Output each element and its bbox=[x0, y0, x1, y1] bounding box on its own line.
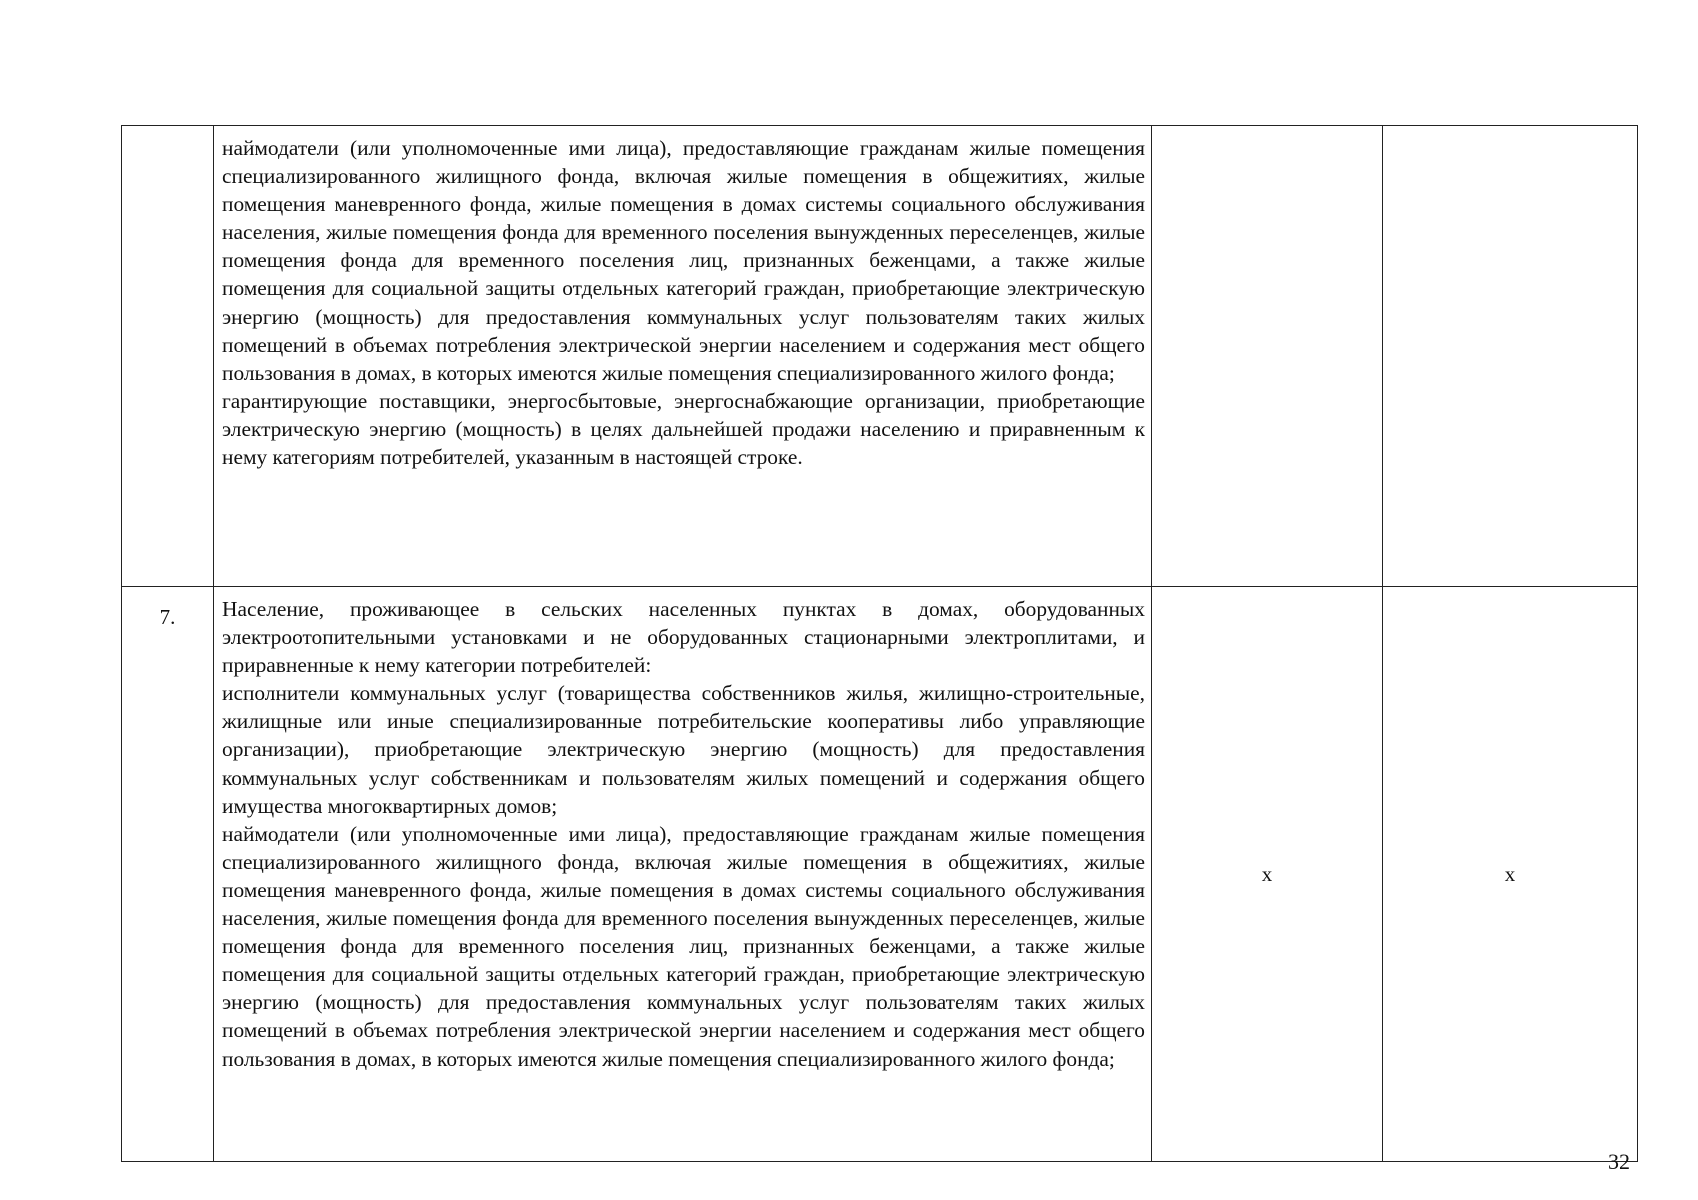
table-row bbox=[122, 587, 1638, 1162]
row-number-cell: 7. bbox=[122, 587, 214, 1162]
row-description-cell bbox=[214, 587, 1152, 1162]
description-paragraph: гарантирующие поставщики, энергосбытовые, энергоснабжающие организации, приобретающие электрическую энергию (мощность) в целях дальнейшей продажи населению и приравненным к нему категориям потребителей, указанным в настоящей строке. bbox=[222, 388, 1145, 470]
description-paragraph: Население, проживающее в сельских населенных пунктах в домах, оборудованных электроотопительными установками и не оборудованных стационарными электроплитами, и приравненные к нему категории потребителей: bbox=[222, 597, 1145, 678]
tariff-table bbox=[121, 125, 1638, 1162]
value-cell-b bbox=[1383, 126, 1638, 587]
value-cell-b: х bbox=[1383, 587, 1638, 1162]
value-cell-a: х bbox=[1152, 587, 1383, 1162]
row-description-cell bbox=[214, 126, 1152, 587]
description-paragraph: исполнители коммунальных услуг (товарищества собственников жилья, жилищно-строительные, жилищные или иные специализированные потребительские кооперативы либо управляющие организации), приобретающие электрическую энергию (мощность) для предоставления коммунальных услуг собственникам и пользователям жилых помещений и содержания общего имущества многоквартирных домов; bbox=[222, 681, 1145, 818]
page-number: 32 bbox=[1608, 1149, 1630, 1174]
row-number-cell bbox=[122, 126, 214, 587]
description-paragraph: наймодатели (или уполномоченные ими лица), предоставляющие гражданам жилые помещения специализированного жилищного фонда, включая жилые помещения в общежитиях, жилые помещения маневренного фонда, жилые помещения в домах системы социального обслуживания населения, жилые помещения фонда для временного поселения вынужденных переселенцев, жилые помещения фонда для временного поселения лиц, признанных беженцами, а также жилые помещения для социальной защиты отдельных категорий граждан, приобретающие электрическую энергию (мощность) для предоставления коммунальных услуг пользователям таких жилых помещений в объемах потребления электрической энергии населением и содержания мест общего пользования в домах, в которых имеются жилые помещения специализированного жилого фонда; bbox=[222, 821, 1145, 1071]
table-row bbox=[122, 126, 1638, 587]
description-paragraph: наймодатели (или уполномоченные ими лица), предоставляющие гражданам жилые помещения специализированного жилищного фонда, включая жилые помещения в общежитиях, жилые помещения маневренного фонда, жилые помещения в домах системы социального обслуживания населения, жилые помещения фонда для временного поселения вынужденных переселенцев, жилые помещения фонда для временного поселения лиц, признанных беженцами, а также жилые помещения для социальной защиты отдельных категорий граждан, приобретающие электрическую энергию (мощность) для предоставления коммунальных услуг пользователям таких жилых помещений в объемах потребления электрической энергии населением и содержания мест общего пользования в домах, в которых имеются жилые помещения специализированного жилого фонда; bbox=[222, 136, 1145, 385]
value-cell-a bbox=[1152, 126, 1383, 587]
